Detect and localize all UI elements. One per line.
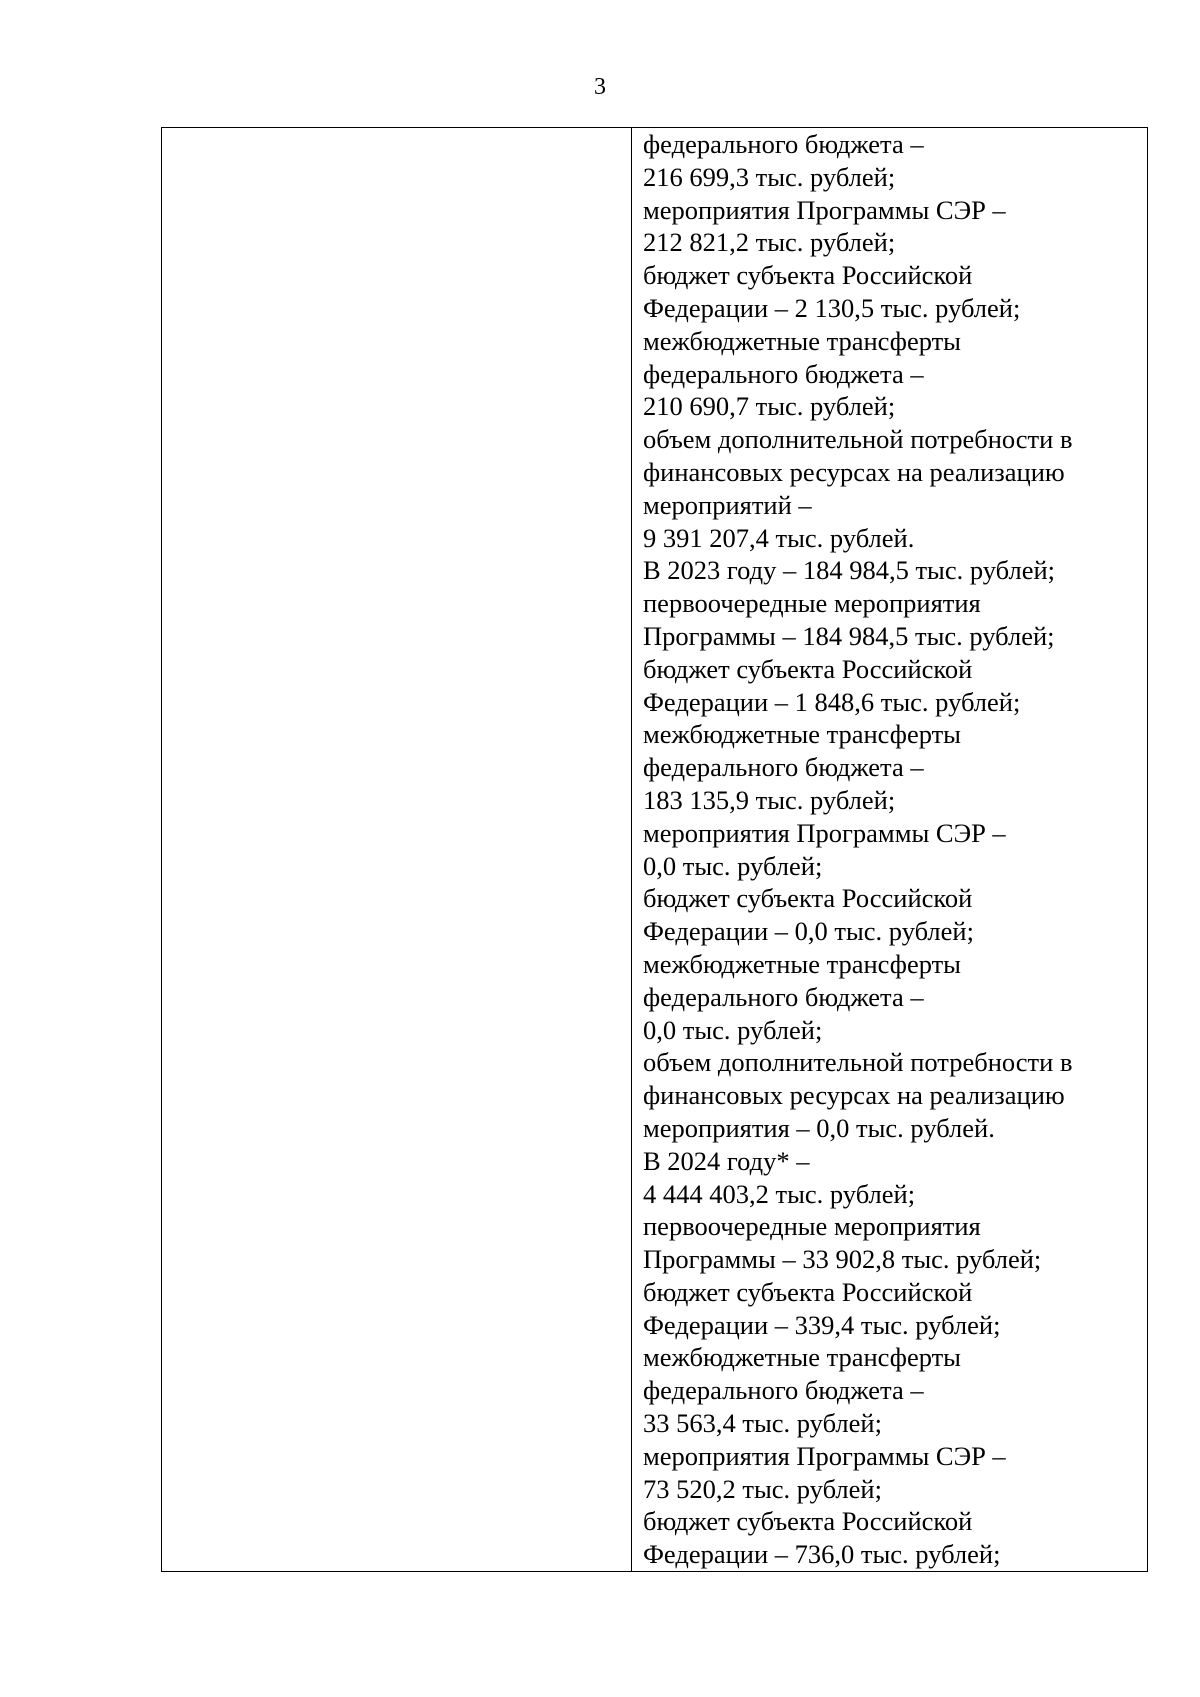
text-line: 183 135,9 тыс. рублей; — [643, 784, 896, 815]
text-line: 216 699,3 тыс. рублей; — [643, 161, 896, 192]
text-line: Федерации – 1 848,6 тыс. рублей; — [643, 686, 1021, 717]
text-line: мероприятия Программы СЭР – — [643, 1440, 1006, 1471]
text-line: мероприятия Программы СЭР – — [643, 817, 1006, 848]
text-line: 9 391 207,4 тыс. рублей. — [643, 522, 915, 553]
text-line: мероприятия Программы СЭР – — [643, 194, 1006, 225]
text-line: 33 563,4 тыс. рублей; — [643, 1408, 882, 1439]
text-line: Федерации – 339,4 тыс. рублей; — [643, 1309, 1001, 1340]
table-right-cell — [632, 128, 1147, 1571]
text-line: межбюджетные трансферты — [643, 948, 961, 979]
text-line: бюджет субъекта Российской — [643, 260, 973, 291]
text-line: Федерации – 2 130,5 тыс. рублей; — [643, 292, 1021, 323]
text-line: 210 690,7 тыс. рублей; — [643, 391, 896, 422]
text-line: В 2024 году* – — [643, 1145, 810, 1176]
page-number: 3 — [594, 74, 606, 100]
text-line: межбюджетные трансферты — [643, 719, 961, 750]
text-line: первоочередные мероприятия — [643, 588, 981, 619]
text-line: межбюджетные трансферты — [643, 325, 961, 356]
text-line: 73 520,2 тыс. рублей; — [643, 1473, 882, 1504]
text-line: федерального бюджета – — [643, 981, 924, 1012]
text-line: Федерации – 736,0 тыс. рублей; — [643, 1539, 1001, 1570]
text-line: бюджет субъекта Российской — [643, 653, 973, 684]
text-line: объем дополнительной потребности в — [643, 424, 1073, 455]
text-line: федерального бюджета – — [643, 752, 924, 783]
text-line: 4 444 403,2 тыс. рублей; — [643, 1178, 916, 1209]
text-line: межбюджетные трансферты — [643, 1342, 961, 1373]
text-line: Программы – 184 984,5 тыс. рублей; — [643, 620, 1055, 651]
text-line: В 2023 году – 184 984,5 тыс. рублей; — [643, 555, 1056, 586]
text-line: финансовых ресурсах на реализацию — [643, 1080, 1065, 1111]
text-line: первоочередные мероприятия — [643, 1211, 981, 1242]
text-line: Федерации – 0,0 тыс. рублей; — [643, 916, 974, 947]
text-line: 0,0 тыс. рублей; — [643, 850, 823, 881]
text-line: мероприятий – — [643, 489, 812, 520]
text-line: 0,0 тыс. рублей; — [643, 1014, 823, 1045]
text-line: мероприятия – 0,0 тыс. рублей. — [643, 1112, 995, 1143]
text-line: федерального бюджета – — [643, 358, 924, 389]
text-line: федерального бюджета – — [643, 129, 924, 159]
table-left-cell — [162, 128, 632, 1571]
text-line: объем дополнительной потребности в — [643, 1047, 1073, 1078]
text-line: бюджет субъекта Российской — [643, 1276, 973, 1307]
text-line: 212 821,2 тыс. рублей; — [643, 227, 896, 258]
text-line: бюджет субъекта Российской — [643, 1506, 973, 1537]
text-line: Программы – 33 902,8 тыс. рублей; — [643, 1244, 1042, 1275]
text-line: федерального бюджета – — [643, 1375, 924, 1406]
text-line: бюджет субъекта Российской — [643, 883, 973, 914]
text-line: финансовых ресурсах на реализацию — [643, 456, 1065, 487]
financing-table — [161, 127, 1148, 1572]
